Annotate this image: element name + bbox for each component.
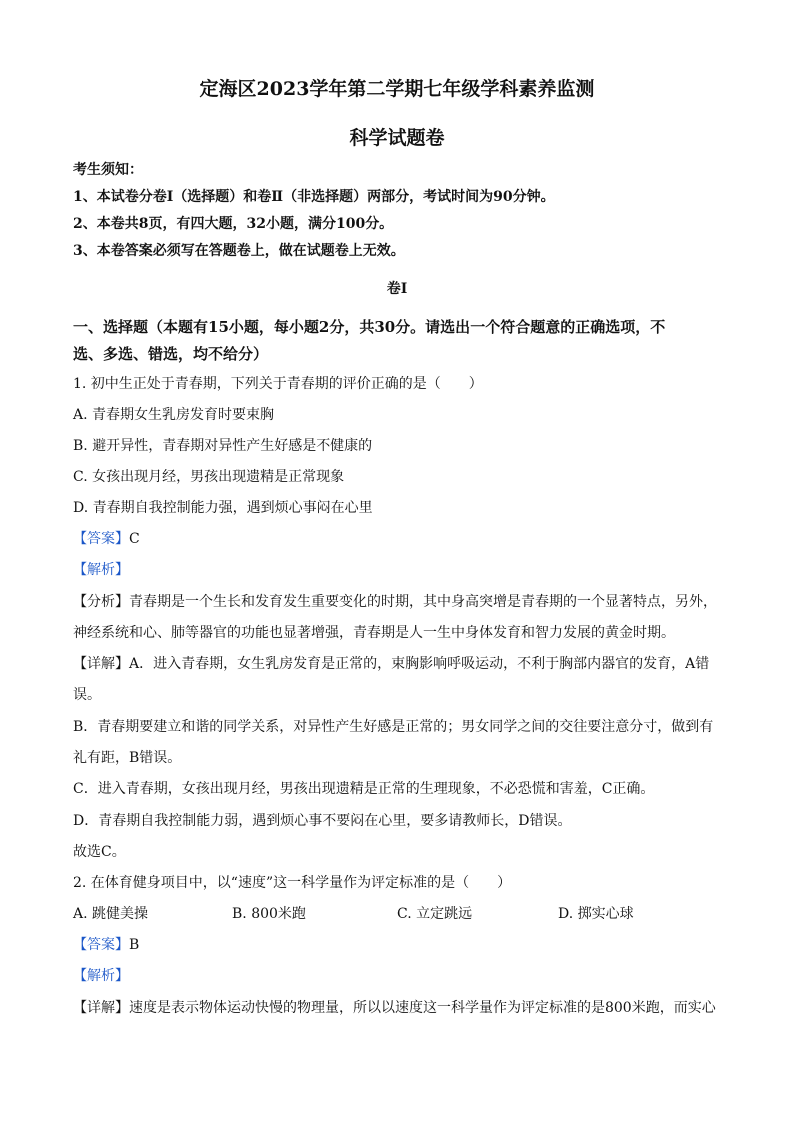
q1-answer-tag: 【答案】 [73,531,129,547]
q1-analysis-tag: 【解析】 [73,562,129,578]
section-heading-line2: 选、多选、错选，均不给分） [73,345,269,363]
q1-detail-a-text: A．进入青春期，女生乳房发育是正常的，束胸影响呼吸运动，不利于胸部内器官的发育，A错 [129,656,710,672]
q1-xiangjie-tag: 【详解】 [73,656,129,672]
q2-stem: 2. 在体育健身项目中，以“速度”这一科学量作为评定标准的是（ ） [73,875,512,891]
q2-option-a: A. 跳健美操 [73,906,149,922]
section-label: 卷Ⅰ [386,281,408,297]
q1-fenxi-text1: 青春期是一个生长和发育发生重要变化的时期，其中身高突增是青春期的一个显著特点，另外， [129,594,717,610]
q2-detail-text: 速度是表示物体运动快慢的物理量，所以以速度这一科学量作为评定标准的是800米跑，而实心 [129,1000,716,1016]
q2-option-b: B. 800米跑 [232,906,306,922]
q1-option-c: C. 女孩出现月经，男孩出现遗精是正常现象 [73,469,345,485]
exam-subtitle: 科学试题卷 [349,127,445,149]
notice-item-3: 3、本卷答案必须写在答题卷上，做在试题卷上无效。 [73,243,405,259]
q1-option-b: B. 避开异性，青春期对异性产生好感是不健康的 [73,438,373,454]
q2-detail [73,998,723,1018]
q1-fenxi-line1 [73,592,723,612]
exam-title: 定海区2023学年第二学期七年级学科素养监测 [199,78,595,100]
q1-fenxi-tag: 【分析】 [73,594,129,610]
q1-stem: 1. 初中生正处于青春期，下列关于青春期的评价正确的是（ ） [73,376,483,392]
q2-option-d: D. 掷实心球 [558,906,634,922]
section-heading-line1: 一、选择题（本题有15小题，每小题2分，共30分。请选出一个符合题意的正确选项，不 [73,318,666,336]
q1-detail-a-line2: 误。 [73,687,101,703]
q1-detail-b-line1: B．青春期要建立和谐的同学关系，对异性产生好感是正常的；男女同学之间的交往要注意分寸，做到有 [73,719,714,735]
notice-heading: 考生须知： [73,162,143,178]
q2-answer: B [129,937,140,953]
q2-answer-row [73,935,723,955]
q1-option-d: D. 青春期自我控制能力强，遇到烦心事闷在心里 [73,500,373,516]
q1-detail-c: C．进入青春期，女孩出现月经，男孩出现遗精是正常的生理现象，不必恐慌和害羞，C正确。 [73,781,655,797]
q1-detail-b-line2: 礼有距，B错误。 [73,750,182,766]
q1-detail-a-line1 [73,654,723,674]
q2-answer-tag: 【答案】 [73,937,129,953]
q1-fenxi-line2: 神经系统和心、肺等器官的功能也显著增强，青春期是人一生中身体发育和智力发展的黄金时期。 [73,625,675,641]
q1-option-a: A. 青春期女生乳房发育时要束胸 [73,407,275,423]
notice-item-2: 2、本卷共8页，有四大题，32小题，满分100分。 [73,216,394,232]
q2-analysis-tag: 【解析】 [73,968,129,984]
q2-option-c: C. 立定跳远 [397,906,473,922]
notice-item-1: 1、本试卷分卷Ⅰ（选择题）和卷Ⅱ（非选择题）两部分，考试时间为90分钟。 [73,189,555,205]
q1-conclusion: 故选C。 [73,844,126,860]
q1-answer-row [73,529,723,549]
q2-xiangjie-tag: 【详解】 [73,1000,129,1016]
q1-detail-d: D．青春期自我控制能力弱，遇到烦心事不要闷在心里，要多请教师长，D错误。 [73,813,572,829]
q1-answer: C [129,531,140,547]
